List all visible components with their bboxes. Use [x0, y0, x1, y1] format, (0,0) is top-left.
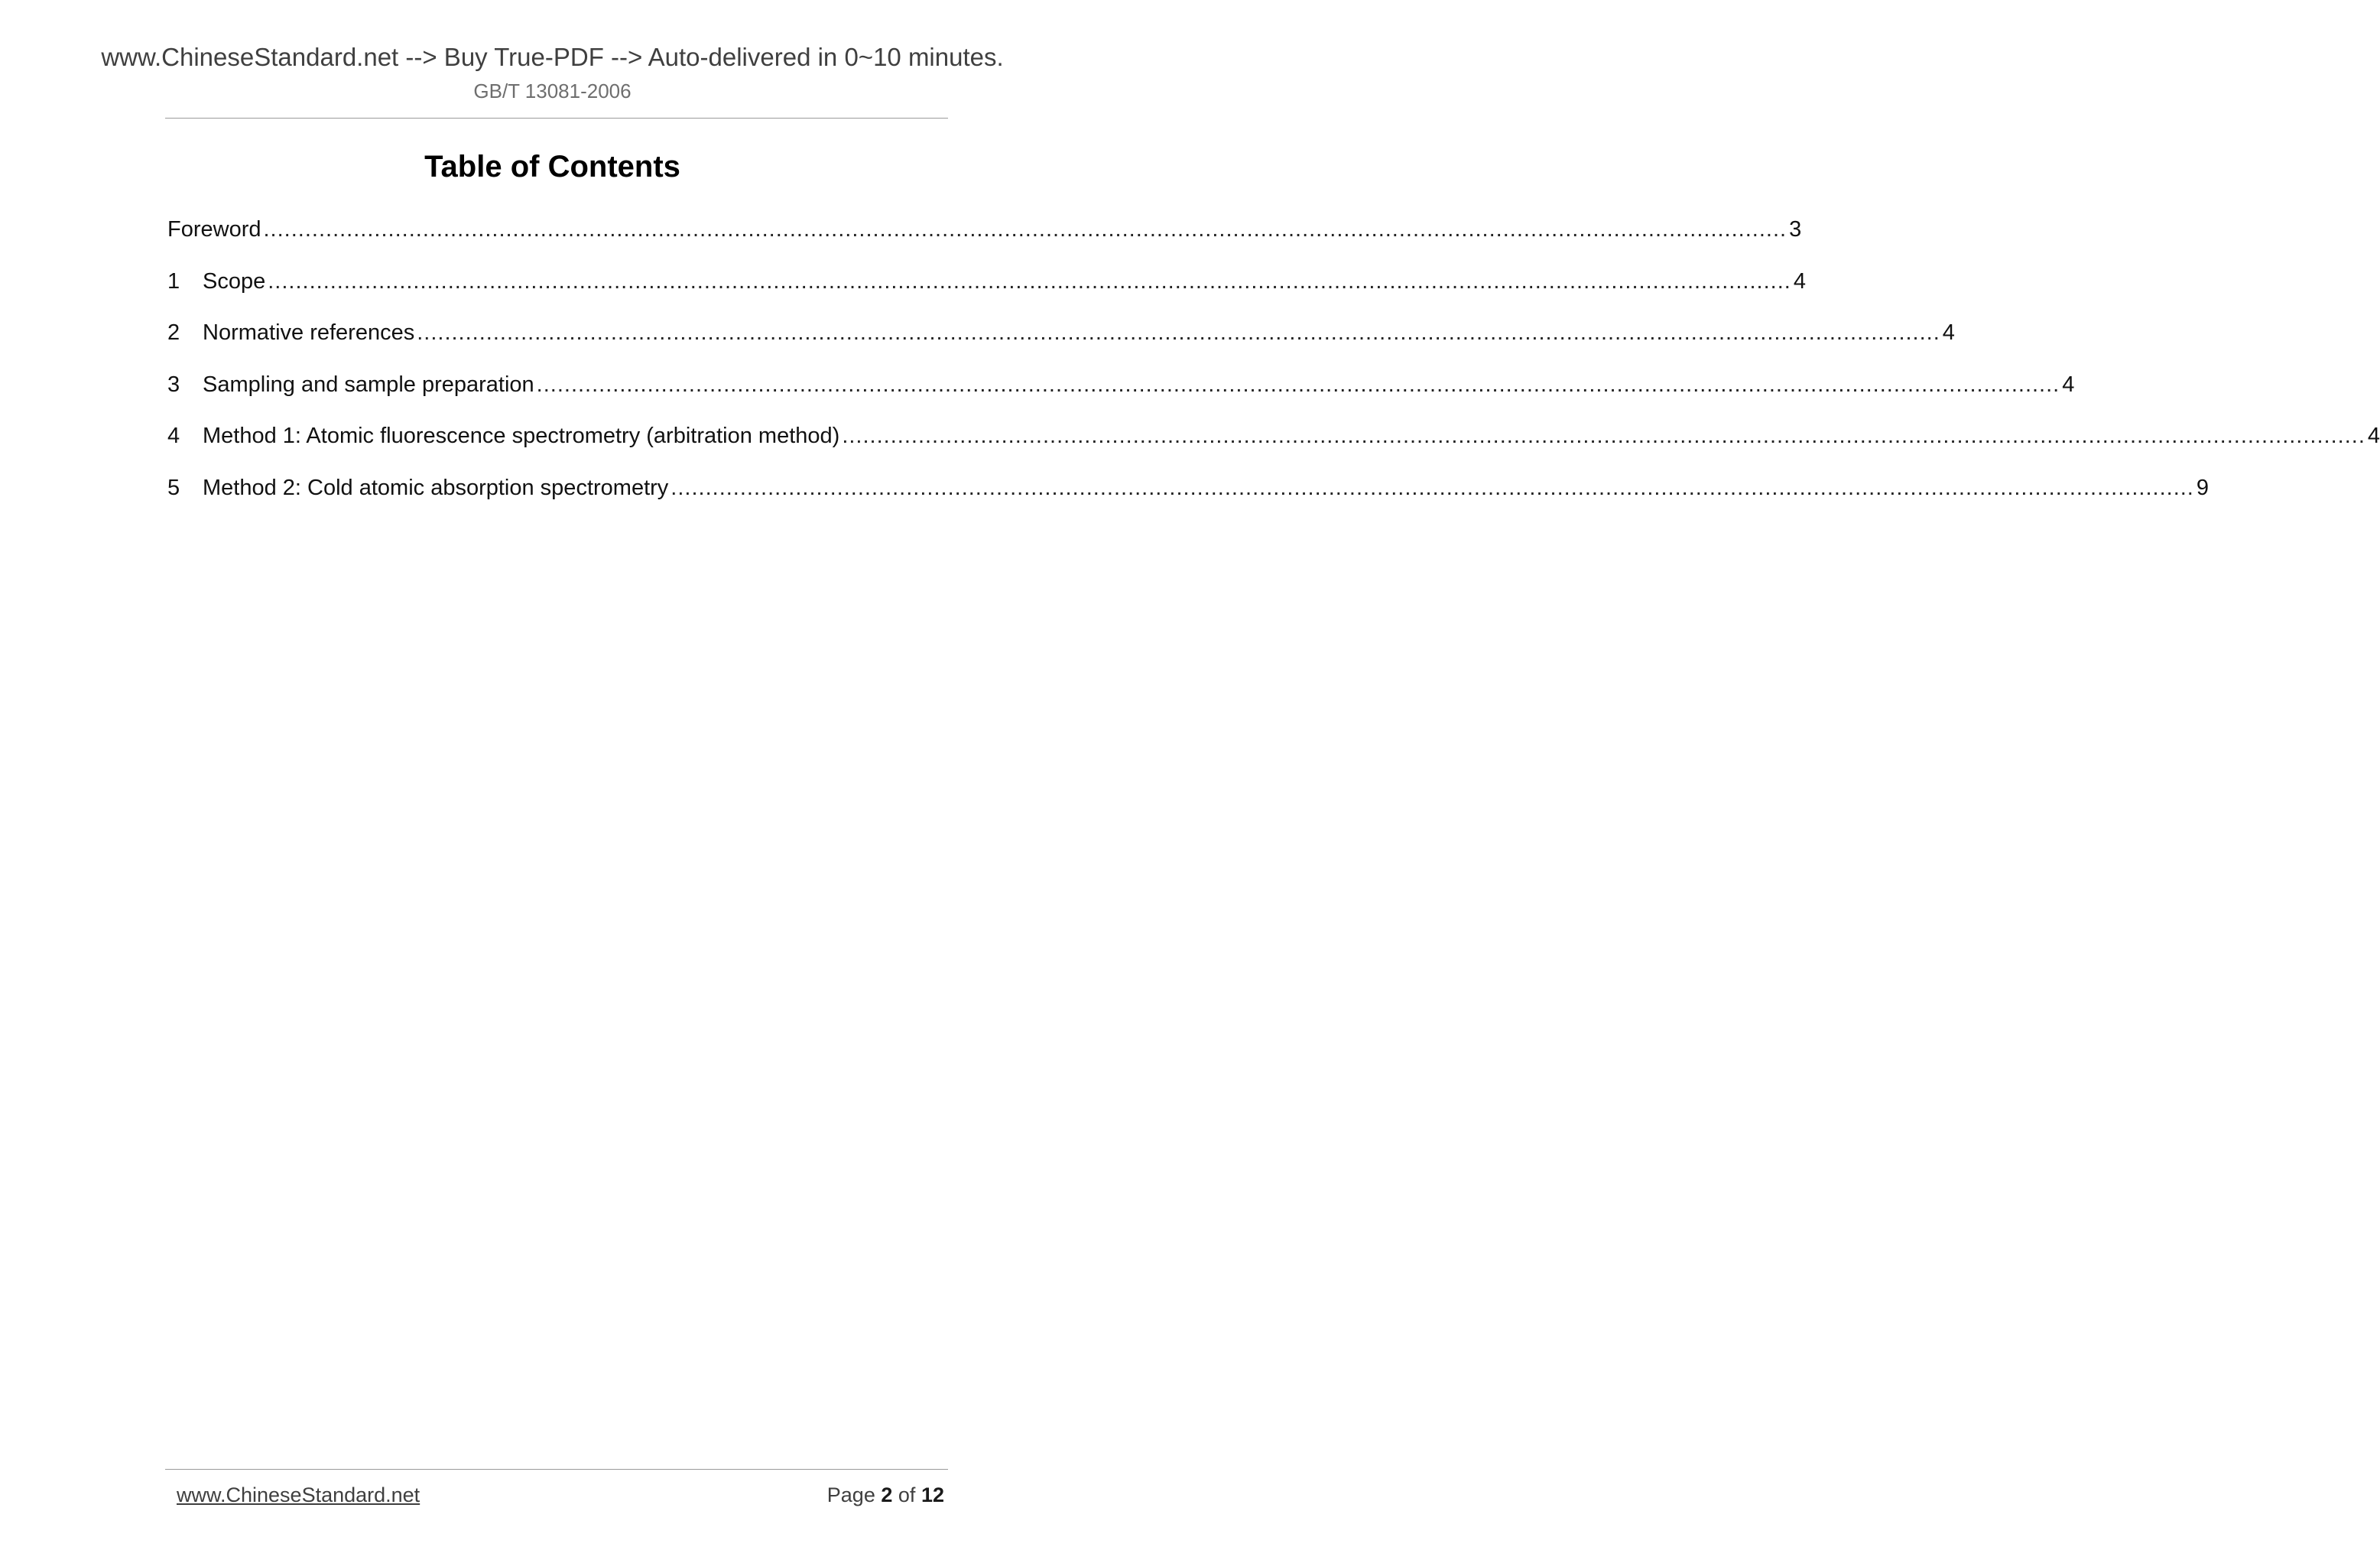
toc-entry-label: Foreword [167, 217, 261, 242]
page-of: of [898, 1483, 916, 1506]
footer-website-link[interactable]: www.ChineseStandard.net [177, 1483, 420, 1506]
toc-entry-label: Sampling and sample preparation [203, 372, 534, 397]
toc-entry-number: 4 [167, 424, 180, 448]
toc-entry-label: Method 2: Cold atomic absorption spectrometry [203, 475, 669, 500]
page-current: 2 [881, 1483, 893, 1506]
toc-entry-method-1[interactable] [167, 424, 2380, 476]
toc-entry-label: Method 1: Atomic fluorescence spectrometry (arbitration method) [203, 424, 840, 448]
table-of-contents [167, 217, 2380, 527]
toc-leader-dots: ............................................................................................................................................................................................................................ [670, 475, 2194, 500]
toc-leader-dots: ............................................................................................................................................................................................................................ [536, 372, 2060, 397]
page-total: 12 [921, 1483, 944, 1506]
toc-entry-page: 4 [1942, 320, 1955, 345]
toc-entry-number: 2 [167, 320, 180, 345]
toc-entry-page: 4 [1793, 268, 1806, 294]
toc-entry-label: Normative references [203, 320, 415, 345]
toc-leader-dots: ............................................................................................................................................................................................................................ [268, 268, 1791, 294]
toc-leader-dots: ............................................................................................................................................................................................................................ [842, 424, 2365, 448]
page-number [827, 1483, 944, 1507]
toc-entry-foreword[interactable] [167, 217, 1802, 269]
toc-leader-dots: ............................................................................................................................................................................................................................ [263, 217, 1787, 242]
document-code: GB/T 13081-2006 [473, 80, 632, 102]
toc-leader-dots: ............................................................................................................................................................................................................................ [417, 320, 1940, 345]
page-title: Table of Contents [424, 150, 680, 184]
toc-entry-page: 9 [2196, 475, 2210, 500]
toc-entry-page: 4 [2367, 424, 2380, 448]
toc-entry-label: Scope [203, 268, 266, 294]
toc-entry-scope[interactable] [167, 268, 1806, 321]
toc-entry-number: 3 [167, 372, 180, 397]
toc-entry-method-2[interactable] [167, 475, 2210, 528]
header-banner: www.ChineseStandard.net --> Buy True-PDF --> Auto-delivered in 0~10 minutes. [101, 43, 1004, 71]
toc-entry-page: 4 [2062, 372, 2075, 397]
toc-entry-number: 5 [167, 475, 180, 500]
page-prefix: Page [826, 1483, 875, 1506]
footer-divider [165, 1469, 948, 1470]
header-divider [165, 118, 948, 119]
toc-entry-normative-references[interactable] [167, 320, 1955, 372]
toc-entry-sampling[interactable] [167, 372, 2075, 424]
toc-entry-number: 1 [167, 268, 180, 294]
toc-entry-page: 3 [1789, 217, 1802, 242]
